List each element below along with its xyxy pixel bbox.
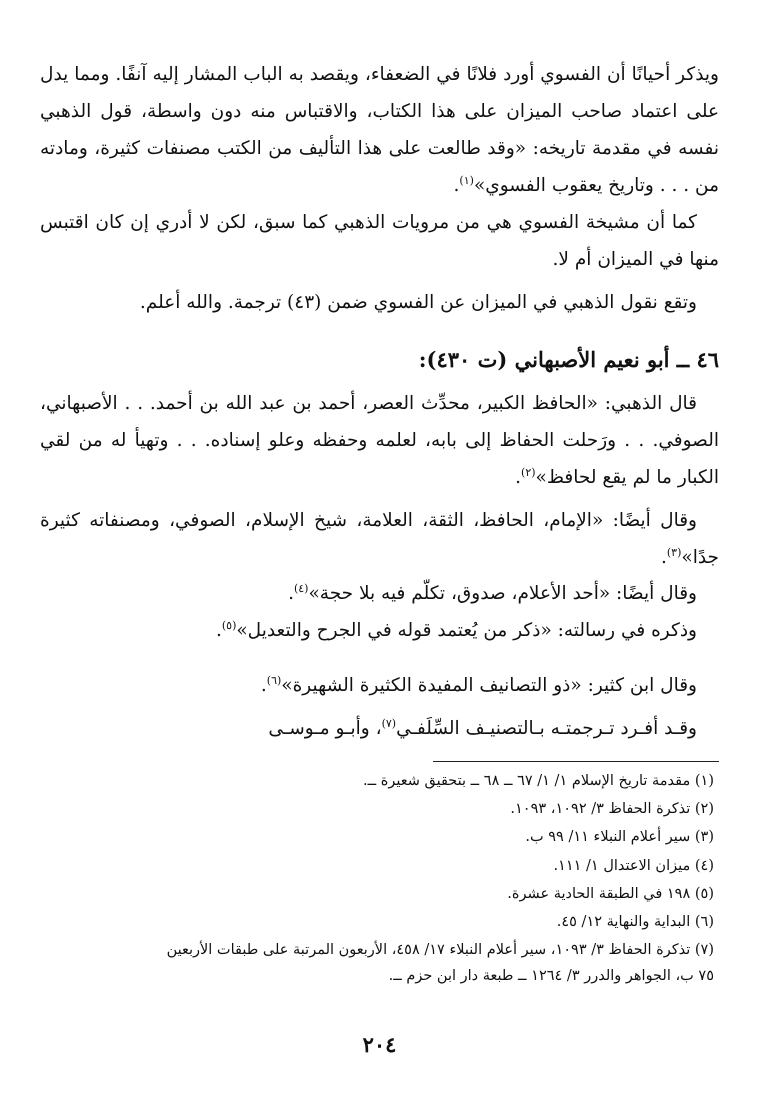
- paragraph-3: وتقع نقول الذهبي في الميزان عن الفسوي ضمن (٤٣) ترجمة. والله أعلم.: [139, 292, 697, 313]
- paragraph-1-text: ويذكر أحيانًا أن الفسوي أورد فلانًا في الضعفاء، ويقصد به الباب المشار إليه آنفًا. ومما يدل على اعتماد صاحب الميزان على هذا الكتاب، والاقتباس منه دون واسطة، قول الذهبي نفسه في مقدمة تاريخه: «وقد طالعت على هذا التأليف من الكتب مصنفات كثيرة، ومادته من . . . وتاريخ يعقوب الفسوي»: [40, 64, 719, 196]
- paragraph-6-text: وقال أيضًا: «أحد الأعلام، صدوق، تكلّم فيه بلا حجة»: [308, 583, 697, 604]
- footnote-4: (٤) ميزان الاعتدال ١/ ١١١.: [553, 858, 714, 874]
- paragraph-6: [40, 575, 719, 612]
- footnote-ref-3: (٣): [666, 545, 682, 559]
- paragraph-5-text: وقال أيضًا: «الإمام، الحافظ، الثقة، العلامة، شيخ الإسلام، الصوفي، ومصنفاته كثيرة جدًا»: [40, 510, 719, 568]
- page-number: ٢٠٤: [362, 1032, 397, 1057]
- footnote-6: (٦) البداية والنهاية ١٢/ ٤٥.: [556, 914, 714, 930]
- footnote-5: (٥) ١٩٨ في الطبقة الحادية عشرة.: [507, 886, 714, 902]
- paragraph-8: [40, 667, 719, 704]
- footnote-7-continuation: ٧٥ ب، الجواهر والدرر ٣/ ١٢٦٤ ــ طبعة دار ابن حزم ــ.: [388, 968, 714, 984]
- paragraph-9-text: وقـد أفـرد تـرجمتـه بـالتصنيـف السِّلَفـي: [396, 718, 697, 739]
- footnote-ref-2: (٢): [521, 465, 536, 479]
- book-page: [40, 0, 719, 1100]
- footnote-divider: [433, 761, 719, 762]
- footnote-7: [40, 937, 719, 989]
- paragraph-1-end: .: [453, 175, 460, 196]
- footnote-ref-4: (٤): [293, 581, 309, 595]
- paragraph-2: [40, 204, 719, 278]
- section-heading: ٤٦ ــ أبو نعيم الأصبهاني (ت ٤٣٠):: [418, 347, 719, 372]
- paragraph-4-end: .: [515, 467, 522, 488]
- paragraph-9-end: ، وأبـو مـوسـى: [268, 718, 382, 739]
- footnote-2: (٢) تذكرة الحفاظ ٣/ ١٠٩٢، ١٠٩٣.: [510, 801, 714, 817]
- paragraph-7: [40, 612, 719, 649]
- paragraph-7-text: وذكره في رسالته: «ذكر من يُعتمد قوله في الجرح والتعديل»: [236, 620, 697, 641]
- paragraph-5: [40, 502, 719, 576]
- paragraph-5-end: .: [660, 547, 667, 568]
- paragraph-6-end: .: [288, 583, 294, 604]
- footnote-ref-1: (١): [459, 173, 474, 187]
- footnote-ref-6: (٦): [266, 673, 282, 687]
- paragraph-7-end: .: [215, 620, 222, 641]
- footnote-3: (٣) سير أعلام النبلاء ١١/ ٩٩ ب.: [525, 829, 714, 845]
- footnote-ref-5: (٥): [221, 618, 237, 632]
- paragraph-8-end: .: [260, 675, 267, 696]
- paragraph-4-text: قال الذهبي: «الحافظ الكبير، محدِّث العصر، أحمد بن عبد الله بن أحمد. . . الأصبهاني، الصوفي. . . ورَحلت الحفاظ إلى بابه، لعلمه وحفظه وعلو إسناده. . . وتهيأ له من لقي الكبار ما لم يقع لحافظ»: [40, 393, 719, 488]
- paragraph-2-text: كما أن مشيخة الفسوي هي من مرويات الذهبي كما سبق، لكن لا أدري إن كان اقتبس منها في الميزان أم لا.: [40, 212, 719, 270]
- paragraph-1: [40, 56, 719, 204]
- paragraph-8-text: وقال ابن كثير: «ذو التصانيف المفيدة الكثيرة الشهيرة»: [281, 675, 697, 696]
- footnote-ref-7: (٧): [381, 716, 397, 730]
- footnote-1: (١) مقدمة تاريخ الإسلام ١/ ١/ ٦٧ ــ ٦٨ ــ بتحقيق شعيرة ــ.: [363, 773, 714, 789]
- paragraph-9: [40, 710, 719, 747]
- paragraph-4: [40, 385, 719, 496]
- footnote-7-text: (٧) تذكرة الحفاظ ٣/ ١٠٩٣، سير أعلام النبلاء ١٧/ ٤٥٨، الأربعون المرتبة على طبقات الأربعين: [166, 942, 714, 958]
